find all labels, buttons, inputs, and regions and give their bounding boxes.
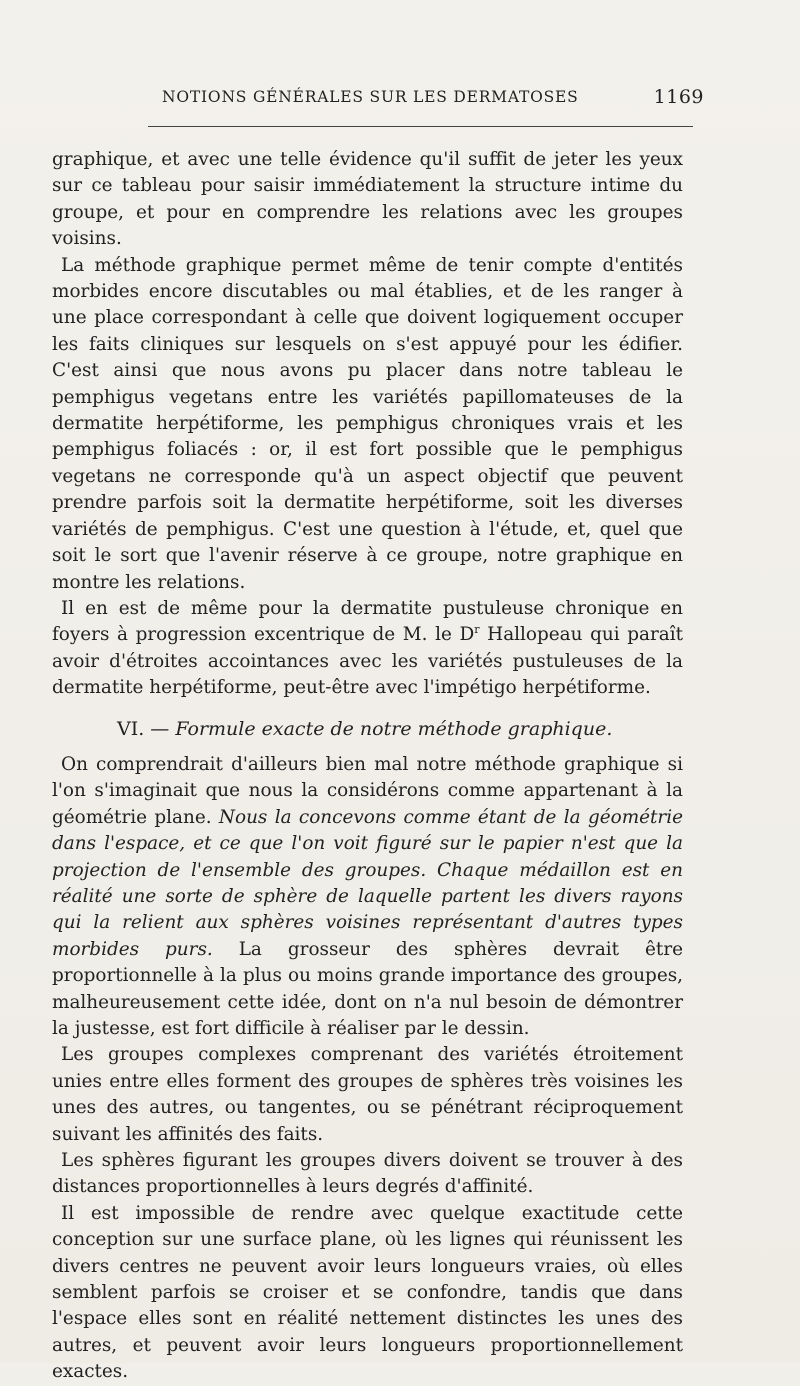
header-rule [148,126,693,127]
paragraph-text: Il en est de même pour la dermatite pustuleuse chronique en foyers à progression excentrique de M. le D [52,597,683,646]
paragraph-dermatite-pustuleuse [52,596,683,702]
section-title: Formule exacte de notre méthode graphique. [175,717,613,740]
paragraph-conception: Il est impossible de rendre avec quelque exactitude cette conception sur une surface plane, où les lignes qui réunissent les divers centres ne peuvent avoir leurs longueurs vraies, où elles semblent parfois se croiser et se confondre, tandis que dans l'espace elles sont en réalité nettement distinctes les unes des autres, et peuvent avoir leurs longueurs proportionnellement exactes. [52,1202,683,1383]
paragraph-methode-graphique: La méthode graphique permet même de tenir compte d'entités morbides encore discutables ou mal établies, et de les ranger à une place correspondant à celle que doivent logiquement occuper les faits cliniques sur lesquels on s'est appuyé pour les édifier. C'est ainsi que nous avons pu placer dans notre tableau le pemphigus vegetans entre les variétés papillomateuses de la dermatite herpétiforme, les pemphigus chroniques vrais et les pemphigus foliacés : or, il est fort possible que le pemphigus vegetans ne corresponde qu'à un aspect objectif que peuvent prendre parfois soit la dermatite herpétiforme, soit les diverses variétés de pemphigus. C'est une question à l'étude, et, quel que soit le sort que l'avenir réserve à ce groupe, notre graphique en montre les relations. [52,254,683,593]
running-title: NOTIONS GÉNÉRALES SUR LES DERMATOSES [162,88,579,106]
paragraph-text: La grosseur des sphères devrait être proportionnelle à la plus ou moins grande importance des groupes, malheureusement cette idée, dont on n'a nul besoin de démontrer la justesse, est fort difficile à réaliser par le dessin. [52,938,684,1039]
paragraph-text: Hallopeau qui paraît avoir d'étroites accointances avec les variétés pustuleuses de la dermatite herpétiforme, peut-être avec l'impétigo herpétiforme. [52,624,683,699]
paragraph-groupes-complexes: Les groupes complexes comprenant des variétés étroitement unies entre elles forment des groupes de sphères très voisines les unes des autres, ou tangentes, ou se pénétrant réciproquement suivant les affinités des faits. [52,1044,683,1145]
paragraph-italic-text: Nous la concevons comme étant de la géométrie dans l'espace, et ce que l'on voit figuré sur le papier n'est que la projection de l'ensemble des groupes. Chaque médaillon est en réalité une sorte de sphère de laquelle partent les divers rayons qui la relient aux sphères voisines représentant d'autres types morbides purs. [52,806,683,960]
running-header [52,88,704,114]
paragraph-spheres: Les sphères figurant les groupes divers doivent se trouver à des distances proportionnelles à leurs degrés d'affinité. [52,1150,683,1198]
paragraph-text: On comprendrait d'ailleurs bien mal notre méthode graphique si l'on s'imaginait que nous la considérons comme appartenant à la géométrie plane. [52,753,683,828]
section-heading [52,716,683,742]
section-number: VI. — [117,717,176,740]
body-text [52,147,683,1386]
paragraph-continuation: graphique, et avec une telle évidence qu'il suffit de jeter les yeux sur ce tableau pour saisir immédiatement la structure intime du groupe, et pour en comprendre les relations avec les groupes voisins. [52,149,683,250]
superscript: r [474,623,480,637]
paragraph-formule [52,752,683,1042]
page-number: 1169 [653,86,704,108]
